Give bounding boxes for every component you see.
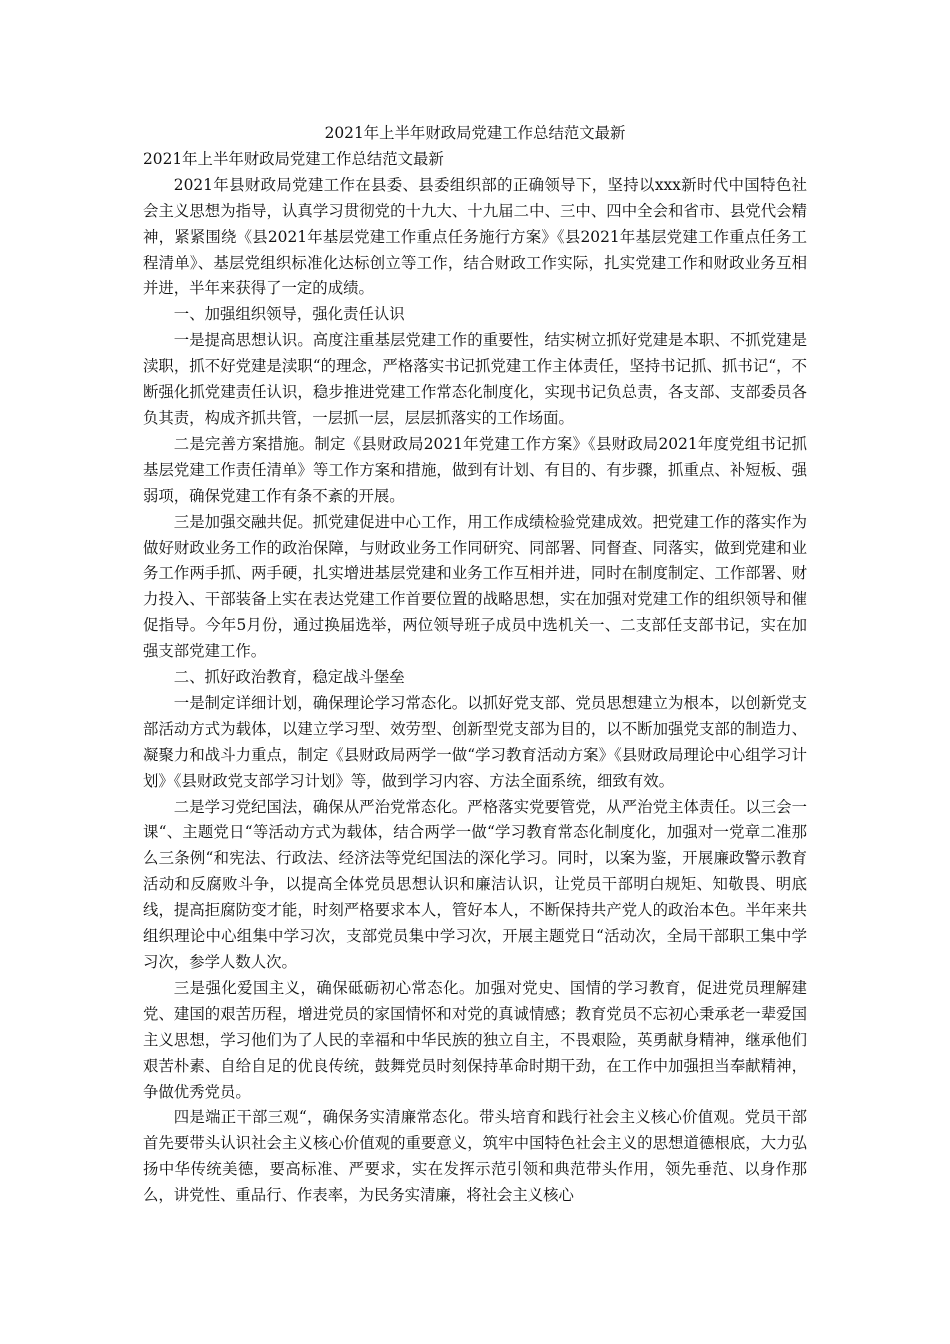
paragraph: 一是制定详细计划，确保理论学习常态化。以抓好党支部、党员思想建立为根本，以创新党支部活动方式为载体，以建立学习型、效劳型、创新型党支部为目的，以不断加强党支部的制造力、凝聚力和战斗力重点，制定《县财政局两学一做“学习教育活动方案》《县财政局理论中心组学习计划》《县财政党支部学习计划》等，做到学习内容、方法全面系统，细致有效。 bbox=[143, 693, 807, 790]
section-heading-2: 二、抓好政治教育，稳定战斗堡垒 bbox=[173, 668, 405, 687]
document-page bbox=[143, 121, 807, 1209]
paragraph: 一是提高思想认识。高度注重基层党建工作的重要性，结实树立抓好党建是本职、不抓党建是渎职，抓不好党建是渎职“的理念，严格落实书记抓党建工作主体责任，坚持书记抓、抓书记“，不断强化抓党建责任认识，稳步推进党建工作常态化制度化，实现书记负总责，各支部、支部委员各负其责，构成齐抓共管，一层抓一层，层层抓落实的工作场面。 bbox=[143, 331, 807, 427]
paragraph: 四是端正干部三观“，确保务实清廉常态化。带头培育和践行社会主义核心价值观。党员干部首先要带头认识社会主义核心价值观的重要意义，筑牢中国特色社会主义的思想道德根底，大力弘扬中华传统美德，要高标准、严要求，实在发挥示范引领和典范带头作用，领先垂范、以身作那么，讲党性、重品行、作表率，为民务实清廉，将社会主义核心 bbox=[143, 1108, 807, 1205]
paragraph: 三是强化爱国主义，确保砥砺初心常态化。加强对党史、国情的学习教育，促进党员理解建党、建国的艰苦历程，增进党员的家国情怀和对党的真诚情感；教育党员不忘初心秉承老一辈爱国主义思想，学习他们为了人民的幸福和中华民族的独立自主，不畏艰险，英勇献身精神，继承他们艰苦朴素、自给自足的优良传统，鼓舞党员时刻保持革命时期干劲，在工作中加强担当奉献精神，争做优秀党员。 bbox=[143, 978, 807, 1101]
document-subtitle: 2021年上半年财政局党建工作总结范文最新 bbox=[143, 149, 444, 168]
paragraph: 二是学习党纪国法，确保从严治党常态化。严格落实党要管党，从严治党主体责任。以三会一课“、主题党日“等活动方式为载体，结合两学一做“学习教育常态化制度化，加强对一党章二准那么三条例“和宪法、行政法、经济法等党纪国法的深化学习。同时，以案为鉴，开展廉政警示教育活动和反腐败斗争，以提高全体党员思想认识和廉洁认识，让党员干部明白规矩、知敬畏、明底线，提高拒腐防变才能，时刻严格要求本人，管好本人，不断保持共产党人的政治本色。半年来共组织理论中心组集中学习次，支部党员集中学习次，开展主题党日“活动次，全局干部职工集中学习次，参学人数人次。 bbox=[143, 797, 807, 971]
paragraph: 二是完善方案措施。制定《县财政局2021年党建工作方案》《县财政局2021年度党组书记抓基层党建工作责任清单》等工作方案和措施，做到有计划、有目的、有步骤，抓重点、补短板、强弱项，确保党建工作有条不紊的开展。 bbox=[143, 434, 807, 505]
section-heading-1: 一、加强组织领导，强化责任认识 bbox=[173, 305, 405, 324]
paragraph: 三是加强交融共促。抓党建促进中心工作，用工作成绩检验党建成效。把党建工作的落实作为做好财政业务工作的政治保障，与财政业务工作同研究、同部署、同督查、同落实，做到党建和业务工作两手抓、两手硬，扎实增进基层党建和业务工作互相并进，同时在制度制定、工作部署、财力投入、干部装备上实在表达党建工作首要位置的战略思想，实在加强对党建工作的组织领导和催促指导。今年5月份，通过换届选举，两位领导班子成员中选机关一、二支部任支部书记，实在加强支部党建工作。 bbox=[143, 512, 807, 661]
document-title: 2021年上半年财政局党建工作总结范文最新 bbox=[324, 124, 626, 142]
paragraph-intro: 2021年县财政局党建工作在县委、县委组织部的正确领导下，坚持以xxx新时代中国特色社会主义思想为指导，认真学习贯彻党的十九大、十九届二中、三中、四中全会和省市、县党代会精神，紧紧围绕《县2021年基层党建工作重点任务施行方案》《县2021年基层党建工作重点任务工程清单》、基层党组织标准化达标创立等工作，结合财政工作实际，扎实党建工作和财政业务互相并进，半年来获得了一定的成绩。 bbox=[143, 175, 807, 298]
